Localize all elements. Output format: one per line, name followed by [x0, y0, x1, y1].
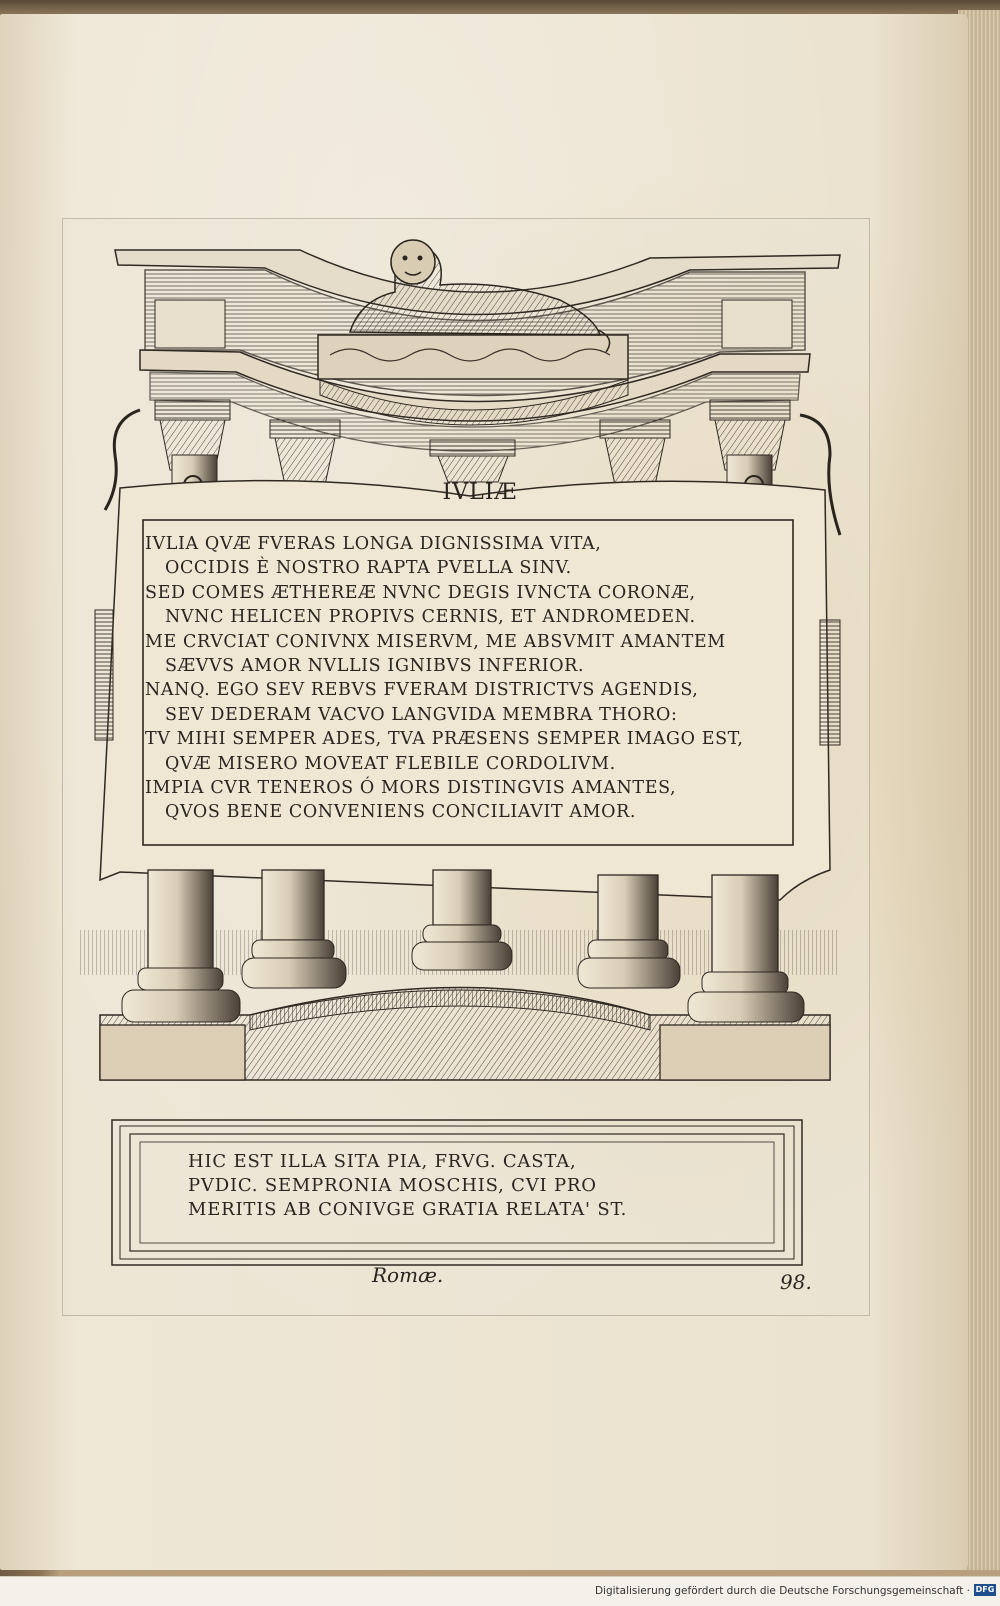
epitaph-line: NANQ. EGO SEV REBVS FVERAM DISTRICTVS AGENDIS,: [145, 680, 699, 701]
plaque-text: [188, 1150, 748, 1222]
epitaph-line: SEV DEDERAM VACVO LANGVIDA MEMBRA THORO:: [165, 704, 678, 725]
page-number: 98.: [780, 1270, 812, 1294]
epitaph-line: TV MIHI SEMPER ADES, TVA PRÆSENS SEMPER IMAGO EST,: [145, 729, 744, 750]
epitaph-line: QVÆ MISERO MOVEAT FLEBILE CORDOLIVM.: [165, 753, 616, 774]
plaque-line: HIC EST ILLA SITA PIA, FRVG. CASTA,: [188, 1151, 577, 1172]
epitaph-line: SÆVVS AMOR NVLLIS IGNIBVS INFERIOR.: [165, 656, 585, 677]
epitaph-line: OCCIDIS È NOSTRO RAPTA PVELLA SINV.: [165, 558, 572, 579]
place-caption: Romæ.: [372, 1263, 444, 1287]
epitaph-line: IVLIA QVÆ FVERAS LONGA DIGNISSIMA VITA,: [145, 534, 602, 554]
column-2: [242, 870, 346, 988]
dfg-logo-icon: DFG: [975, 1585, 995, 1594]
epitaph-line: SED COMES ÆTHEREÆ NVNC DEGIS IVNCTA CORONÆ,: [145, 582, 696, 603]
digitization-footer: [0, 1576, 1000, 1606]
epitaph-line: QVOS BENE CONVENIENS CONCILIAVIT AMOR.: [165, 802, 637, 823]
epitaph-line: NVNC HELICEN PROPIVS CERNIS, ET ANDROMEDEN.: [165, 607, 696, 628]
epitaph-line: ME CRVCIAT CONIVNX MISERVM, ME ABSVMIT AMANTEM: [145, 631, 726, 652]
plaque-line: PVDIC. SEMPRONIA MOSCHIS, CVI PRO: [188, 1175, 597, 1196]
epitaph-text: [145, 532, 795, 825]
epitaph-title: IVLIÆ: [442, 480, 518, 505]
epitaph-line: IMPIA CVR TENEROS Ó MORS DISTINGVIS AMANTES,: [145, 778, 677, 799]
plaque-line: MERITIS AB CONIVGE GRATIA RELATA' ST.: [188, 1199, 628, 1220]
footer-credit: Digitalisierung gefördert durch die Deutsche Forschungsgemeinschaft ·: [594, 1585, 970, 1597]
